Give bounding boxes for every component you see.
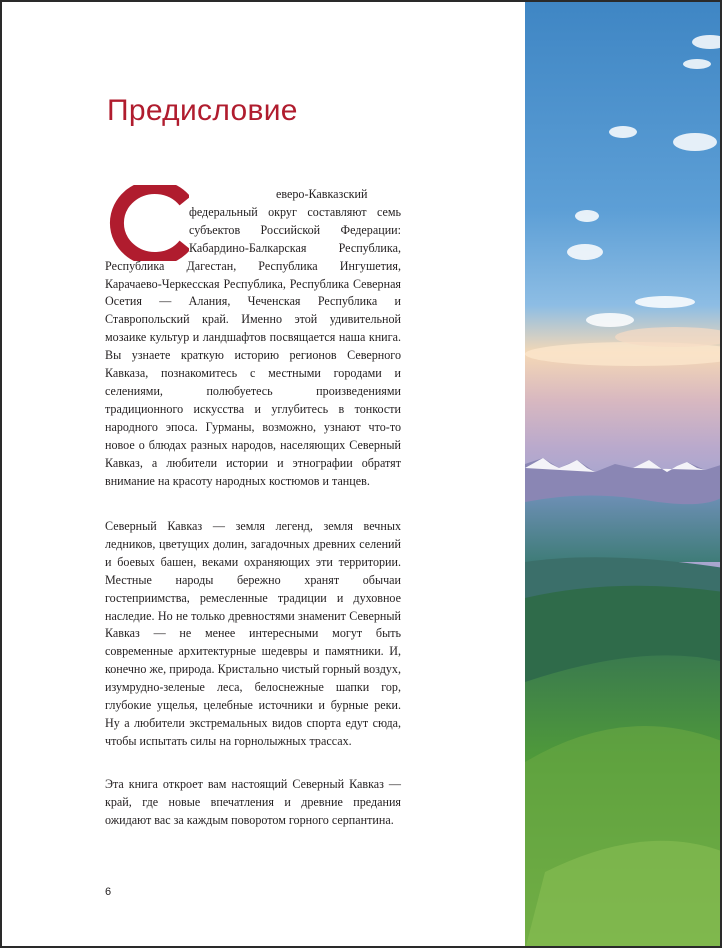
paragraph-1: еверо-Кавказский федеральный округ составляют семь субъектов Российской Федерации: Кабардино-Балкарская Республика, Республика Дагестан, Республика Ингушетия, Карачаево-Черкесская Республика, Республика Северная Осетия — Алания, Чеченская Республика и Ставропольский край. Именно этой удивительной мозаике культур и ландшафтов посвящается наша книга. Вы узнаете краткую историю регионов Северного Кавказа, познакомитесь с местными городами и селениями, полюбуетесь произведениями традиционного искусства и углубитесь в тонкости народного эпоса. Гурманы, возможно, узнают что-то новое о блюдах разных народов, населяющих Северный Кавказ, а любители истории и этнографии обратят внимание на красоту народных костюмов и танцев. [105, 187, 401, 488]
paragraph-3: Эта книга откроет вам настоящий Северный Кавказ — край, где новые впечатления и древние предания ожидают вас за каждым поворотом горного серпантина. [105, 777, 401, 827]
page-title: Предисловие [107, 94, 298, 127]
caucasus-landscape-photo [525, 2, 722, 948]
paragraph-2: Северный Кавказ — земля легенд, земля вечных ледников, цветущих долин, загадочных древних селений и боевых башен, веками охраняющих эти территории. Местные народы бережно хранят обычаи гостеприимства, ремесленные традиции и духовное наследие. Но не только древностями знаменит Северный Кавказ — не менее интересными могут быть современные архитектурные шедевры и памятники. И, конечно же, природа. Кристально чистый горный воздух, изумрудно-зеленые леса, белоснежные шапки гор, глубокие ущелья, целебные источники и бурные реки. Ну а любители экстремальных видов спорта едут сюда, чтобы испытать силы на горнолыжных трассах. [105, 519, 401, 748]
page-number: 6 [105, 886, 112, 898]
